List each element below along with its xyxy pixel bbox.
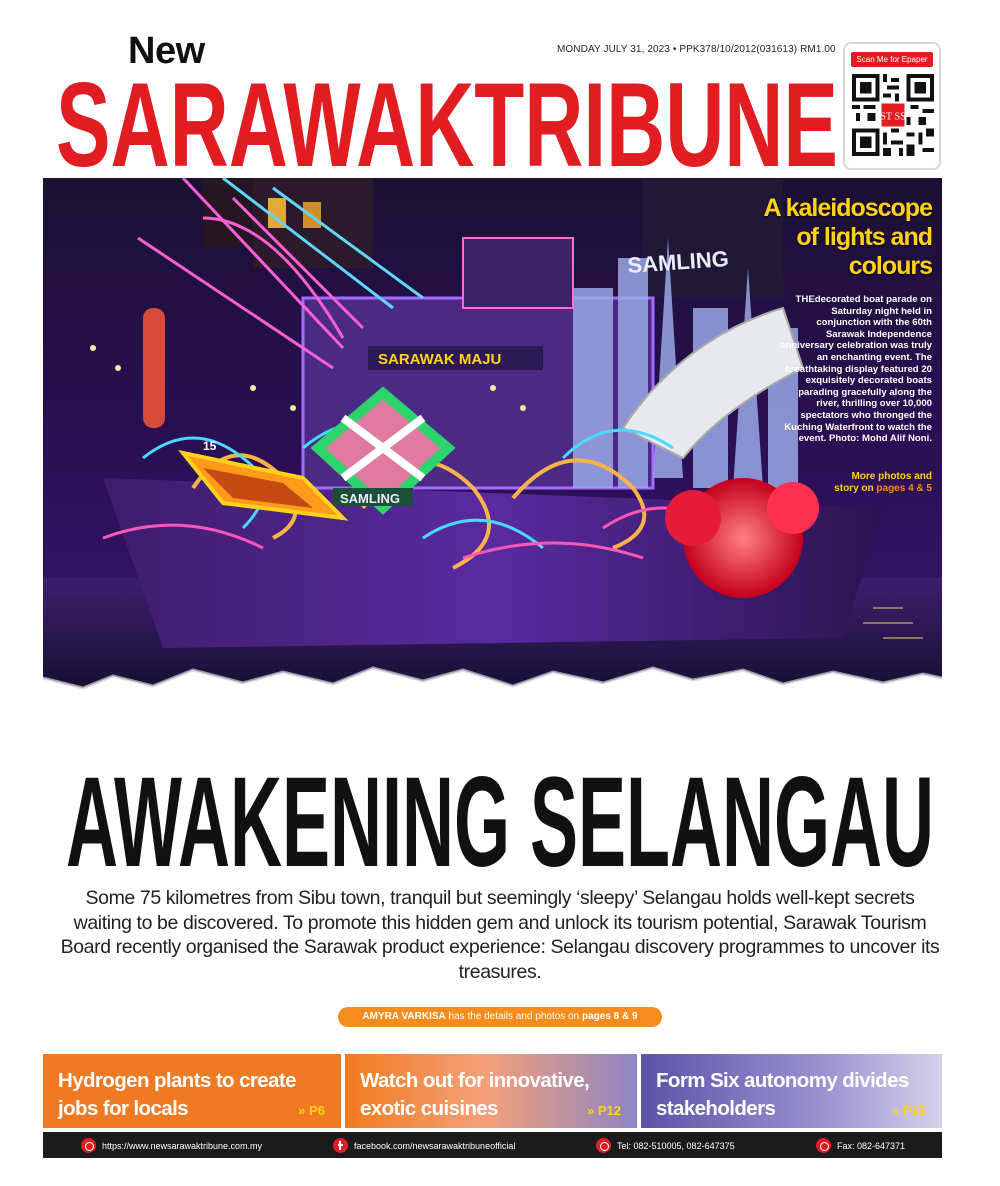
headline [0,745,1000,875]
caption-title-line3: colours [848,252,932,280]
teaser-headline [58,1067,296,1123]
teaser-line2: exotic cuisines [360,1097,498,1120]
boat-banner: SARAWAK MAJU [378,351,502,368]
brand-prefix: New [128,30,205,72]
footer-fax [816,1138,905,1153]
photo-caption-body [780,294,932,445]
caption-title-line1: A kaleidoscope [763,194,932,222]
teaser-headline [656,1067,909,1123]
photo-caption-title [640,194,932,281]
teaser-line1: Form Six autonomy divides [656,1069,909,1092]
footer-facebook-text: facebook.com/newsarawaktribuneofficial [354,1140,516,1151]
headline-text: AWAKENING SELANGAU [66,751,934,875]
boat-sponsor-top: SAMLING [626,245,730,278]
qr-code-icon [852,74,934,156]
footer-tel-text: Tel: 082-510005, 082-647375 [617,1140,735,1151]
caption-body-text: decorated boat parade on Saturday night held in conjunction with the 60th Sarawak Independence anniversary celebration was truly an enchanting event. The breathtaking display featured 20 exquisitely decorated boats parading gracefully along the river, thrilling over 10,000 spectators who thronged the Kuching Waterfront to watch the event. Photo: Mohd Alif Noni. [780,294,932,445]
footer-tel [596,1138,735,1153]
footer-website-text: https://www.newsarawaktribune.com.my [102,1140,263,1151]
globe-icon [81,1138,96,1153]
caption-title-line2: of lights and [796,223,932,251]
masthead [0,0,1000,178]
teaser-page: » P6 [298,1103,325,1118]
qr-label: Scan Me for Epaper [851,52,933,67]
footer-facebook[interactable] [333,1138,515,1153]
more-line1: More photos and [851,471,932,482]
teaser-cuisines[interactable] [345,1054,637,1128]
epaper-qr-card[interactable] [843,42,941,170]
byline-pages: pages 8 & 9 [581,1011,638,1022]
byline-link[interactable] [338,1007,662,1027]
teaser-line2: jobs for locals [58,1097,188,1120]
issue-line: MONDAY JULY 31, 2023 • PPK378/10/2012(031613) RM1.00 [557,44,836,55]
qr-center-mark: ST SS [880,111,906,123]
footer-website[interactable] [81,1138,262,1153]
brand-logo [52,40,842,170]
byline-author: AMYRA VARKISA [362,1011,446,1022]
teaser-page: » P12 [587,1103,621,1118]
teaser-page: » P15 [892,1103,926,1118]
byline-text: has the details and photos on [445,1011,582,1022]
more-line2-prefix: story on [834,483,877,494]
teaser-line2: stakeholders [656,1097,776,1120]
fax-icon [816,1138,831,1153]
more-pages: pages 4 & 5 [876,483,932,494]
teaser-hydrogen[interactable] [43,1054,341,1128]
facebook-icon [333,1138,348,1153]
teaser-line1: Hydrogen plants to create [58,1069,296,1092]
brand-name-text: SARAWAKTRIBUNE [56,58,838,170]
standfirst: Some 75 kilometres from Sibu town, tranquil but seemingly ‘sleepy’ Selangau holds well-kept secrets waiting to be discovered. To promote this hidden gem and unlock its tourism potential, Sarawak Tourism Board recently organised the Sarawak product experience: Selangau discovery programmes to uncover its treasures. [60,887,940,983]
teaser-form-six[interactable] [641,1054,942,1128]
boat-sponsor-side: SAMLING [340,491,400,506]
boat-number: 15 [203,439,217,453]
more-photos-link[interactable] [780,471,932,495]
phone-icon [596,1138,611,1153]
footer-fax-text: Fax: 082-647371 [837,1140,906,1151]
teaser-headline [360,1067,589,1123]
footer-bar [43,1132,942,1158]
teaser-line1: Watch out for innovative, [360,1069,590,1092]
caption-lead-word: THE [795,294,815,305]
